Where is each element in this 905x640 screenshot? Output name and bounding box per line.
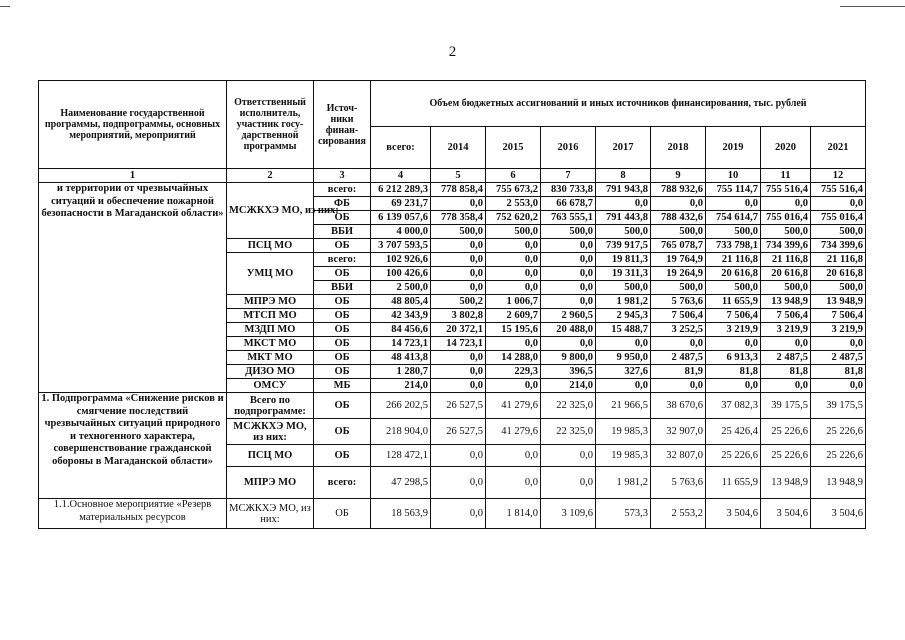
year-value-cell: 0,0 xyxy=(486,253,541,267)
year-value-cell: 2 487,5 xyxy=(811,351,866,365)
source-cell: ВБИ xyxy=(314,281,371,295)
year-value-cell: 13 948,9 xyxy=(811,467,866,499)
year-value-cell: 755 016,4 xyxy=(761,211,811,225)
total-cell: 18 563,9 xyxy=(371,499,431,529)
year-value-cell: 0,0 xyxy=(811,337,866,351)
year-value-cell: 3 109,6 xyxy=(541,499,596,529)
year-value-cell: 500,0 xyxy=(596,281,651,295)
year-value-cell: 791 943,8 xyxy=(596,183,651,197)
total-cell: 48 805,4 xyxy=(371,295,431,309)
year-value-cell: 19 264,9 xyxy=(651,267,706,281)
year-value-cell: 0,0 xyxy=(541,445,596,467)
year-value-cell: 0,0 xyxy=(541,337,596,351)
year-value-cell: 13 948,9 xyxy=(811,295,866,309)
year-value-cell: 39 175,5 xyxy=(761,393,811,419)
responsible-cell: МЗДП МО xyxy=(227,323,314,337)
total-cell: 2 500,0 xyxy=(371,281,431,295)
year-value-cell: 2 487,5 xyxy=(651,351,706,365)
year-value-cell: 0,0 xyxy=(486,267,541,281)
year-value-cell: 5 763,6 xyxy=(651,467,706,499)
year-value-cell: 3 802,8 xyxy=(431,309,486,323)
year-value-cell: 755 673,2 xyxy=(486,183,541,197)
year-value-cell: 0,0 xyxy=(651,337,706,351)
year-value-cell: 3 219,9 xyxy=(811,323,866,337)
year-value-cell: 19 311,3 xyxy=(596,267,651,281)
year-value-cell: 788 432,6 xyxy=(651,211,706,225)
year-value-cell: 13 948,9 xyxy=(761,295,811,309)
total-cell: 84 456,6 xyxy=(371,323,431,337)
responsible-cell: Всего по подпрограмме: xyxy=(227,393,314,419)
year-value-cell: 19 985,3 xyxy=(596,445,651,467)
header-year: 2016 xyxy=(541,127,596,169)
year-value-cell: 0,0 xyxy=(431,253,486,267)
total-cell: 214,0 xyxy=(371,379,431,393)
year-value-cell: 39 175,5 xyxy=(811,393,866,419)
year-value-cell: 0,0 xyxy=(596,197,651,211)
year-value-cell: 500,0 xyxy=(706,281,761,295)
source-cell: МБ xyxy=(314,379,371,393)
year-value-cell: 7 506,4 xyxy=(706,309,761,323)
year-value-cell: 500,0 xyxy=(811,281,866,295)
responsible-cell: МПРЭ МО xyxy=(227,467,314,499)
responsible-cell: ПСЦ МО xyxy=(227,445,314,467)
year-value-cell: 0,0 xyxy=(761,337,811,351)
year-value-cell: 0,0 xyxy=(486,337,541,351)
top-edge-line xyxy=(0,6,10,7)
source-cell: ОБ xyxy=(314,419,371,445)
header-source: Источ-ники финан-сирования xyxy=(314,81,371,169)
header-row xyxy=(39,81,866,127)
year-value-cell: 26 527,5 xyxy=(431,419,486,445)
top-edge-line xyxy=(840,6,905,7)
year-value-cell: 41 279,6 xyxy=(486,419,541,445)
year-value-cell: 7 506,4 xyxy=(651,309,706,323)
year-value-cell: 20 616,8 xyxy=(706,267,761,281)
year-value-cell: 21 116,8 xyxy=(706,253,761,267)
responsible-cell: МСЖКХЭ МО, из них: xyxy=(227,499,314,529)
total-cell: 4 000,0 xyxy=(371,225,431,239)
total-cell: 3 707 593,5 xyxy=(371,239,431,253)
header-year: 2014 xyxy=(431,127,486,169)
year-value-cell: 0,0 xyxy=(761,197,811,211)
total-cell: 6 212 289,3 xyxy=(371,183,431,197)
year-value-cell: 2 945,3 xyxy=(596,309,651,323)
header-year: 2019 xyxy=(706,127,761,169)
year-value-cell: 0,0 xyxy=(486,445,541,467)
year-value-cell: 0,0 xyxy=(541,253,596,267)
source-cell: ВБИ xyxy=(314,225,371,239)
header-responsible: Ответственный исполнитель, участник госу-дарственной программы xyxy=(227,81,314,169)
total-cell: 102 926,6 xyxy=(371,253,431,267)
source-cell: ОБ xyxy=(314,211,371,225)
year-value-cell: 500,0 xyxy=(761,225,811,239)
year-value-cell: 739 917,5 xyxy=(596,239,651,253)
year-value-cell: 2 553,2 xyxy=(651,499,706,529)
program-name-cell: и территории от чрезвычайных ситуаций и обеспечение пожарной безопасности в Магаданской области» xyxy=(39,183,227,393)
year-value-cell: 0,0 xyxy=(431,351,486,365)
responsible-cell: ОМСУ xyxy=(227,379,314,393)
year-value-cell: 0,0 xyxy=(541,267,596,281)
year-value-cell: 1 981,2 xyxy=(596,467,651,499)
total-cell: 6 139 057,6 xyxy=(371,211,431,225)
year-value-cell: 20 616,8 xyxy=(811,267,866,281)
responsible-cell: МСЖКХЭ МО, из них: xyxy=(227,183,314,239)
year-value-cell: 791 443,8 xyxy=(596,211,651,225)
year-value-cell: 22 325,0 xyxy=(541,419,596,445)
year-value-cell: 19 811,3 xyxy=(596,253,651,267)
year-value-cell: 500,2 xyxy=(431,295,486,309)
header-year: 2018 xyxy=(651,127,706,169)
year-value-cell: 25 426,4 xyxy=(706,419,761,445)
year-value-cell: 81,8 xyxy=(761,365,811,379)
header-total: всего: xyxy=(371,127,431,169)
year-value-cell: 1 006,7 xyxy=(486,295,541,309)
year-value-cell: 19 985,3 xyxy=(596,419,651,445)
year-value-cell: 0,0 xyxy=(431,499,486,529)
year-value-cell: 1 981,2 xyxy=(596,295,651,309)
table-row xyxy=(39,183,866,197)
total-cell: 14 723,1 xyxy=(371,337,431,351)
total-cell: 100 426,6 xyxy=(371,267,431,281)
year-value-cell: 0,0 xyxy=(431,267,486,281)
year-value-cell: 26 527,5 xyxy=(431,393,486,419)
year-value-cell: 81,8 xyxy=(811,365,866,379)
year-value-cell: 0,0 xyxy=(761,379,811,393)
source-cell: ОБ xyxy=(314,309,371,323)
source-cell: ОБ xyxy=(314,499,371,529)
year-value-cell: 9 950,0 xyxy=(596,351,651,365)
year-value-cell: 0,0 xyxy=(486,379,541,393)
year-value-cell: 755 516,4 xyxy=(811,183,866,197)
year-value-cell: 25 226,6 xyxy=(706,445,761,467)
year-value-cell: 32 907,0 xyxy=(651,419,706,445)
source-cell: всего: xyxy=(314,253,371,267)
year-value-cell: 734 399,6 xyxy=(811,239,866,253)
year-value-cell: 755 516,4 xyxy=(761,183,811,197)
year-value-cell: 755 016,4 xyxy=(811,211,866,225)
table-row xyxy=(39,499,866,529)
year-value-cell: 7 506,4 xyxy=(811,309,866,323)
year-value-cell: 778 858,4 xyxy=(431,183,486,197)
column-number: 9 xyxy=(651,169,706,183)
year-value-cell: 0,0 xyxy=(431,197,486,211)
year-value-cell: 573,3 xyxy=(596,499,651,529)
source-cell: ОБ xyxy=(314,295,371,309)
year-value-cell: 500,0 xyxy=(596,225,651,239)
source-cell: ОБ xyxy=(314,239,371,253)
year-value-cell: 20 372,1 xyxy=(431,323,486,337)
total-cell: 266 202,5 xyxy=(371,393,431,419)
year-value-cell: 14 723,1 xyxy=(431,337,486,351)
year-value-cell: 3 504,6 xyxy=(706,499,761,529)
year-value-cell: 0,0 xyxy=(431,467,486,499)
year-value-cell: 3 504,6 xyxy=(811,499,866,529)
year-value-cell: 396,5 xyxy=(541,365,596,379)
year-value-cell: 37 082,3 xyxy=(706,393,761,419)
header-year: 2015 xyxy=(486,127,541,169)
year-value-cell: 734 399,6 xyxy=(761,239,811,253)
year-value-cell: 25 226,6 xyxy=(811,445,866,467)
year-value-cell: 0,0 xyxy=(431,281,486,295)
year-value-cell: 0,0 xyxy=(431,445,486,467)
year-value-cell: 0,0 xyxy=(486,239,541,253)
year-value-cell: 500,0 xyxy=(706,225,761,239)
year-value-cell: 21 116,8 xyxy=(761,253,811,267)
responsible-cell: ПСЦ МО xyxy=(227,239,314,253)
column-number: 3 xyxy=(314,169,371,183)
year-value-cell: 81,9 xyxy=(651,365,706,379)
responsible-cell: УМЦ МО xyxy=(227,253,314,295)
year-value-cell: 500,0 xyxy=(761,281,811,295)
responsible-cell: МПРЭ МО xyxy=(227,295,314,309)
responsible-cell: МКСТ МО xyxy=(227,337,314,351)
source-cell: ОБ xyxy=(314,393,371,419)
year-value-cell: 500,0 xyxy=(541,225,596,239)
year-value-cell: 21 116,8 xyxy=(811,253,866,267)
year-value-cell: 788 932,6 xyxy=(651,183,706,197)
total-cell: 218 904,0 xyxy=(371,419,431,445)
column-number: 6 xyxy=(486,169,541,183)
total-cell: 128 472,1 xyxy=(371,445,431,467)
responsible-cell: МСЖКХЭ МО, из них: xyxy=(227,419,314,445)
year-value-cell: 20 488,0 xyxy=(541,323,596,337)
source-cell: ОБ xyxy=(314,323,371,337)
header-program: Наименование государственной программы, подпрограммы, основных мероприятий, мероприятий xyxy=(39,81,227,169)
year-value-cell: 0,0 xyxy=(541,467,596,499)
source-cell: ОБ xyxy=(314,267,371,281)
year-value-cell: 1 814,0 xyxy=(486,499,541,529)
year-value-cell: 14 288,0 xyxy=(486,351,541,365)
source-cell: ОБ xyxy=(314,337,371,351)
year-value-cell: 214,0 xyxy=(541,379,596,393)
year-value-cell: 19 764,9 xyxy=(651,253,706,267)
year-value-cell: 22 325,0 xyxy=(541,393,596,419)
year-value-cell: 0,0 xyxy=(486,281,541,295)
header-year: 2017 xyxy=(596,127,651,169)
year-value-cell: 15 195,6 xyxy=(486,323,541,337)
year-value-cell: 0,0 xyxy=(541,295,596,309)
year-value-cell: 0,0 xyxy=(706,379,761,393)
year-value-cell: 3 219,9 xyxy=(706,323,761,337)
source-cell: ОБ xyxy=(314,445,371,467)
program-name-cell: 1. Подпрограмма «Снижение рисков и смягчение последствий чрезвычайных ситуаций природного и техногенного характера, совершенствование гражданской обороны в Магаданской области» xyxy=(39,393,227,499)
year-value-cell: 66 678,7 xyxy=(541,197,596,211)
total-cell: 69 231,7 xyxy=(371,197,431,211)
column-number: 8 xyxy=(596,169,651,183)
year-value-cell: 9 800,0 xyxy=(541,351,596,365)
year-value-cell: 0,0 xyxy=(651,197,706,211)
budget-table xyxy=(38,80,866,529)
total-cell: 42 343,9 xyxy=(371,309,431,323)
column-number: 1 xyxy=(39,169,227,183)
year-value-cell: 778 358,4 xyxy=(431,211,486,225)
year-value-cell: 2 960,5 xyxy=(541,309,596,323)
year-value-cell: 754 614,7 xyxy=(706,211,761,225)
year-value-cell: 13 948,9 xyxy=(761,467,811,499)
responsible-cell: МТСП МО xyxy=(227,309,314,323)
column-number: 4 xyxy=(371,169,431,183)
year-value-cell: 0,0 xyxy=(706,197,761,211)
year-value-cell: 25 226,6 xyxy=(811,419,866,445)
year-value-cell: 3 252,5 xyxy=(651,323,706,337)
year-value-cell: 0,0 xyxy=(811,379,866,393)
year-value-cell: 11 655,9 xyxy=(706,467,761,499)
year-value-cell: 20 616,8 xyxy=(761,267,811,281)
year-value-cell: 25 226,6 xyxy=(761,419,811,445)
column-number: 11 xyxy=(761,169,811,183)
page-number: 2 xyxy=(448,44,457,60)
year-value-cell: 6 913,3 xyxy=(706,351,761,365)
column-number: 5 xyxy=(431,169,486,183)
year-value-cell: 81,8 xyxy=(706,365,761,379)
table-row xyxy=(39,393,866,419)
year-value-cell: 752 620,2 xyxy=(486,211,541,225)
year-value-cell: 500,0 xyxy=(431,225,486,239)
year-value-cell: 0,0 xyxy=(596,337,651,351)
year-value-cell: 733 798,1 xyxy=(706,239,761,253)
year-value-cell: 2 553,0 xyxy=(486,197,541,211)
year-value-cell: 2 609,7 xyxy=(486,309,541,323)
header-volume: Объем бюджетных ассигнований и иных источников финансирования, тыс. рублей xyxy=(371,81,866,127)
source-cell: ОБ xyxy=(314,365,371,379)
column-number: 2 xyxy=(227,169,314,183)
year-value-cell: 0,0 xyxy=(486,467,541,499)
year-value-cell: 5 763,6 xyxy=(651,295,706,309)
year-value-cell: 327,6 xyxy=(596,365,651,379)
year-value-cell: 0,0 xyxy=(811,197,866,211)
year-value-cell: 11 655,9 xyxy=(706,295,761,309)
year-value-cell: 500,0 xyxy=(486,225,541,239)
year-value-cell: 755 114,7 xyxy=(706,183,761,197)
year-value-cell: 0,0 xyxy=(431,239,486,253)
year-value-cell: 41 279,6 xyxy=(486,393,541,419)
year-value-cell: 21 966,5 xyxy=(596,393,651,419)
year-value-cell: 765 078,7 xyxy=(651,239,706,253)
header-year: 2020 xyxy=(761,127,811,169)
year-value-cell: 763 555,1 xyxy=(541,211,596,225)
year-value-cell: 830 733,8 xyxy=(541,183,596,197)
responsible-cell: МКТ МО xyxy=(227,351,314,365)
year-value-cell: 0,0 xyxy=(596,379,651,393)
total-cell: 47 298,5 xyxy=(371,467,431,499)
year-value-cell: 500,0 xyxy=(651,281,706,295)
year-value-cell: 229,3 xyxy=(486,365,541,379)
source-cell: всего: xyxy=(314,183,371,197)
total-cell: 1 280,7 xyxy=(371,365,431,379)
total-cell: 48 413,8 xyxy=(371,351,431,365)
program-name-cell: 1.1.Основное мероприятие «Резерв материальных ресурсов xyxy=(39,499,227,529)
year-value-cell: 2 487,5 xyxy=(761,351,811,365)
year-value-cell: 0,0 xyxy=(651,379,706,393)
column-number: 7 xyxy=(541,169,596,183)
column-number: 12 xyxy=(811,169,866,183)
source-cell: всего: xyxy=(314,467,371,499)
year-value-cell: 7 506,4 xyxy=(761,309,811,323)
year-value-cell: 3 219,9 xyxy=(761,323,811,337)
source-cell: ФБ xyxy=(314,197,371,211)
header-year: 2021 xyxy=(811,127,866,169)
year-value-cell: 0,0 xyxy=(431,379,486,393)
year-value-cell: 25 226,6 xyxy=(761,445,811,467)
column-numbers-row xyxy=(39,169,866,183)
year-value-cell: 3 504,6 xyxy=(761,499,811,529)
column-number: 10 xyxy=(706,169,761,183)
year-value-cell: 500,0 xyxy=(651,225,706,239)
year-value-cell: 38 670,6 xyxy=(651,393,706,419)
year-value-cell: 0,0 xyxy=(431,365,486,379)
responsible-cell: ДИЗО МО xyxy=(227,365,314,379)
year-value-cell: 32 807,0 xyxy=(651,445,706,467)
year-value-cell: 0,0 xyxy=(706,337,761,351)
year-value-cell: 0,0 xyxy=(541,239,596,253)
year-value-cell: 0,0 xyxy=(541,281,596,295)
year-value-cell: 500,0 xyxy=(811,225,866,239)
year-value-cell: 15 488,7 xyxy=(596,323,651,337)
source-cell: ОБ xyxy=(314,351,371,365)
